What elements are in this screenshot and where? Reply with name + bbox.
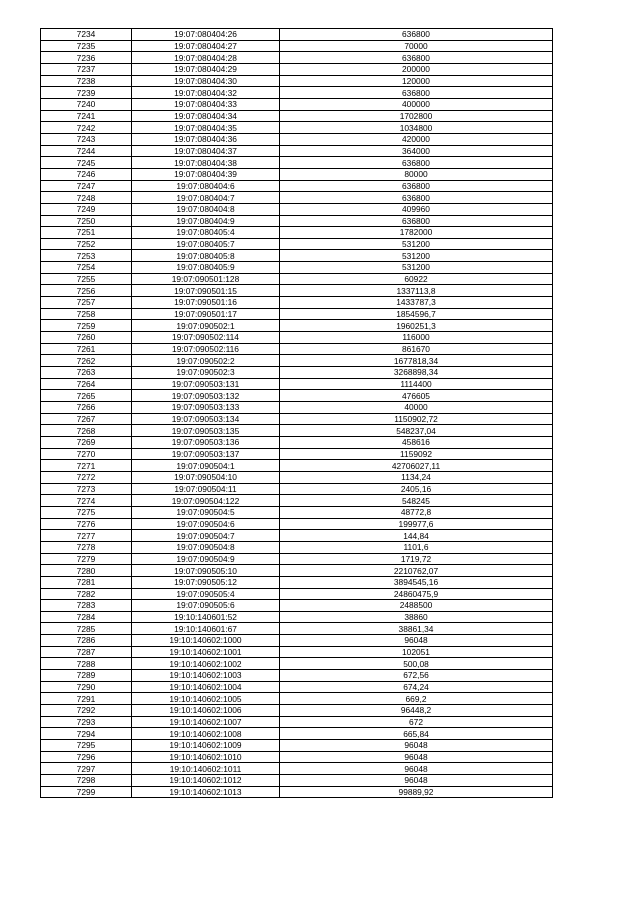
value-cell: 3268898,34 (280, 367, 553, 379)
table-row (41, 751, 553, 763)
cadastral-number-cell: 19:10:140602:1012 (132, 775, 280, 787)
row-number-cell: 7245 (41, 157, 132, 169)
value-cell: 669,2 (280, 693, 553, 705)
table-row (41, 786, 553, 798)
value-cell: 70000 (280, 40, 553, 52)
cadastral-number-cell: 19:07:090501:17 (132, 308, 280, 320)
table-row (41, 763, 553, 775)
row-number-cell: 7260 (41, 332, 132, 344)
table-row (41, 775, 553, 787)
row-number-cell: 7294 (41, 728, 132, 740)
cadastral-number-cell: 19:10:140602:1001 (132, 646, 280, 658)
table-row (41, 378, 553, 390)
value-cell: 636800 (280, 87, 553, 99)
row-number-cell: 7281 (41, 576, 132, 588)
value-cell: 500,08 (280, 658, 553, 670)
value-cell: 1433787,3 (280, 297, 553, 309)
row-number-cell: 7265 (41, 390, 132, 402)
cadastral-number-cell: 19:10:140602:1003 (132, 670, 280, 682)
row-number-cell: 7255 (41, 273, 132, 285)
table-row (41, 646, 553, 658)
value-cell: 400000 (280, 98, 553, 110)
table-row (41, 693, 553, 705)
value-cell: 96448,2 (280, 705, 553, 717)
value-cell: 199977,6 (280, 518, 553, 530)
cadastral-number-cell: 19:07:090503:133 (132, 402, 280, 414)
value-cell: 636800 (280, 180, 553, 192)
value-cell: 1134,24 (280, 471, 553, 483)
cadastral-number-cell: 19:07:090505:10 (132, 565, 280, 577)
cadastral-number-cell: 19:07:090504:122 (132, 495, 280, 507)
table-row (41, 471, 553, 483)
row-number-cell: 7287 (41, 646, 132, 658)
row-number-cell: 7241 (41, 110, 132, 122)
value-cell: 1960251,3 (280, 320, 553, 332)
cadastral-number-cell: 19:07:090504:5 (132, 506, 280, 518)
row-number-cell: 7246 (41, 168, 132, 180)
row-number-cell: 7280 (41, 565, 132, 577)
table-row (41, 250, 553, 262)
row-number-cell: 7276 (41, 518, 132, 530)
cadastral-number-cell: 19:07:090503:131 (132, 378, 280, 390)
table-row (41, 180, 553, 192)
cadastral-number-cell: 19:07:080404:35 (132, 122, 280, 134)
value-cell: 38861,34 (280, 623, 553, 635)
table-row (41, 448, 553, 460)
table-row (41, 705, 553, 717)
row-number-cell: 7267 (41, 413, 132, 425)
table-row (41, 203, 553, 215)
table-row (41, 436, 553, 448)
row-number-cell: 7253 (41, 250, 132, 262)
row-number-cell: 7289 (41, 670, 132, 682)
table-row (41, 355, 553, 367)
cadastral-number-cell: 19:10:140602:1010 (132, 751, 280, 763)
row-number-cell: 7262 (41, 355, 132, 367)
value-cell: 636800 (280, 52, 553, 64)
cadastral-number-cell: 19:07:090503:137 (132, 448, 280, 460)
cadastral-number-cell: 19:07:090502:2 (132, 355, 280, 367)
table-row (41, 238, 553, 250)
value-cell: 665,84 (280, 728, 553, 740)
value-cell: 120000 (280, 75, 553, 87)
table-row (41, 483, 553, 495)
cadastral-number-cell: 19:10:140601:67 (132, 623, 280, 635)
cadastral-number-cell: 19:10:140602:1000 (132, 635, 280, 647)
row-number-cell: 7275 (41, 506, 132, 518)
row-number-cell: 7299 (41, 786, 132, 798)
value-cell: 80000 (280, 168, 553, 180)
cadastral-number-cell: 19:07:090503:136 (132, 436, 280, 448)
cadastral-number-cell: 19:10:140602:1007 (132, 716, 280, 728)
cadastral-number-cell: 19:07:090503:135 (132, 425, 280, 437)
row-number-cell: 7298 (41, 775, 132, 787)
table-row (41, 740, 553, 752)
value-cell: 3894545,16 (280, 576, 553, 588)
row-number-cell: 7240 (41, 98, 132, 110)
table-row (41, 611, 553, 623)
cadastral-number-cell: 19:07:090505:4 (132, 588, 280, 600)
cadastral-number-cell: 19:07:080404:6 (132, 180, 280, 192)
cadastral-number-cell: 19:07:090504:6 (132, 518, 280, 530)
value-cell: 409960 (280, 203, 553, 215)
cadastral-number-cell: 19:10:140602:1006 (132, 705, 280, 717)
cadastral-number-cell: 19:07:090505:12 (132, 576, 280, 588)
value-cell: 476605 (280, 390, 553, 402)
table-row (41, 40, 553, 52)
cadastral-number-cell: 19:07:080404:38 (132, 157, 280, 169)
row-number-cell: 7279 (41, 553, 132, 565)
value-cell: 38860 (280, 611, 553, 623)
table-row (41, 297, 553, 309)
cadastral-number-cell: 19:07:090501:128 (132, 273, 280, 285)
row-number-cell: 7286 (41, 635, 132, 647)
row-number-cell: 7248 (41, 192, 132, 204)
value-cell: 458616 (280, 436, 553, 448)
value-cell: 672,56 (280, 670, 553, 682)
value-cell: 531200 (280, 238, 553, 250)
cadastral-number-cell: 19:07:090501:15 (132, 285, 280, 297)
table-row (41, 576, 553, 588)
cadastral-number-cell: 19:07:090504:11 (132, 483, 280, 495)
row-number-cell: 7283 (41, 600, 132, 612)
cadastral-number-cell: 19:10:140602:1004 (132, 681, 280, 693)
row-number-cell: 7243 (41, 133, 132, 145)
table-row (41, 343, 553, 355)
value-cell: 40000 (280, 402, 553, 414)
cadastral-number-cell: 19:10:140602:1002 (132, 658, 280, 670)
value-cell: 2210762,07 (280, 565, 553, 577)
row-number-cell: 7290 (41, 681, 132, 693)
value-cell: 96048 (280, 751, 553, 763)
row-number-cell: 7237 (41, 63, 132, 75)
table-row (41, 52, 553, 64)
table-row (41, 87, 553, 99)
table-row (41, 506, 553, 518)
cadastral-number-cell: 19:07:080404:36 (132, 133, 280, 145)
cadastral-number-cell: 19:07:090503:132 (132, 390, 280, 402)
value-cell: 636800 (280, 157, 553, 169)
cadastral-number-cell: 19:07:090501:16 (132, 297, 280, 309)
cadastral-number-cell: 19:07:080404:8 (132, 203, 280, 215)
row-number-cell: 7291 (41, 693, 132, 705)
value-cell: 1034800 (280, 122, 553, 134)
table-row (41, 635, 553, 647)
value-cell: 116000 (280, 332, 553, 344)
value-cell: 1854596,7 (280, 308, 553, 320)
value-cell: 96048 (280, 763, 553, 775)
value-cell: 96048 (280, 775, 553, 787)
table-row (41, 133, 553, 145)
table-row (41, 122, 553, 134)
table-row (41, 157, 553, 169)
row-number-cell: 7238 (41, 75, 132, 87)
cadastral-number-cell: 19:07:090504:1 (132, 460, 280, 472)
row-number-cell: 7242 (41, 122, 132, 134)
value-cell: 674,24 (280, 681, 553, 693)
row-number-cell: 7269 (41, 436, 132, 448)
cadastral-number-cell: 19:07:090504:9 (132, 553, 280, 565)
table-row (41, 728, 553, 740)
cadastral-number-cell: 19:07:090504:7 (132, 530, 280, 542)
row-number-cell: 7274 (41, 495, 132, 507)
value-cell: 96048 (280, 635, 553, 647)
cadastral-number-cell: 19:07:080405:7 (132, 238, 280, 250)
row-number-cell: 7277 (41, 530, 132, 542)
table-row (41, 262, 553, 274)
row-number-cell: 7234 (41, 29, 132, 41)
row-number-cell: 7295 (41, 740, 132, 752)
value-cell: 96048 (280, 740, 553, 752)
value-cell: 636800 (280, 192, 553, 204)
table-row (41, 320, 553, 332)
value-cell: 48772,8 (280, 506, 553, 518)
table-body (41, 29, 553, 798)
row-number-cell: 7278 (41, 541, 132, 553)
row-number-cell: 7261 (41, 343, 132, 355)
row-number-cell: 7257 (41, 297, 132, 309)
value-cell: 1337113,8 (280, 285, 553, 297)
cadastral-number-cell: 19:10:140602:1005 (132, 693, 280, 705)
row-number-cell: 7256 (41, 285, 132, 297)
table-row (41, 168, 553, 180)
cadastral-number-cell: 19:10:140602:1008 (132, 728, 280, 740)
value-cell: 60922 (280, 273, 553, 285)
table-row (41, 308, 553, 320)
value-cell: 861670 (280, 343, 553, 355)
table-row (41, 402, 553, 414)
value-cell: 24860475,9 (280, 588, 553, 600)
value-cell: 548237,04 (280, 425, 553, 437)
cadastral-number-cell: 19:10:140602:1013 (132, 786, 280, 798)
row-number-cell: 7249 (41, 203, 132, 215)
row-number-cell: 7285 (41, 623, 132, 635)
value-cell: 636800 (280, 29, 553, 41)
value-cell: 102051 (280, 646, 553, 658)
table-row (41, 670, 553, 682)
cadastral-number-cell: 19:07:080404:9 (132, 215, 280, 227)
cadastral-number-cell: 19:07:080404:33 (132, 98, 280, 110)
cadastral-number-cell: 19:07:090505:6 (132, 600, 280, 612)
row-number-cell: 7271 (41, 460, 132, 472)
table-row (41, 518, 553, 530)
value-cell: 531200 (280, 250, 553, 262)
row-number-cell: 7252 (41, 238, 132, 250)
cadastral-number-cell: 19:07:080404:32 (132, 87, 280, 99)
value-cell: 1159092 (280, 448, 553, 460)
value-cell: 200000 (280, 63, 553, 75)
value-cell: 672 (280, 716, 553, 728)
value-cell: 2488500 (280, 600, 553, 612)
cadastral-number-cell: 19:07:080405:4 (132, 227, 280, 239)
value-cell: 531200 (280, 262, 553, 274)
value-cell: 99889,92 (280, 786, 553, 798)
value-cell: 364000 (280, 145, 553, 157)
cadastral-number-cell: 19:07:080404:30 (132, 75, 280, 87)
row-number-cell: 7258 (41, 308, 132, 320)
value-cell: 1150902,72 (280, 413, 553, 425)
cadastral-number-cell: 19:07:080405:9 (132, 262, 280, 274)
table-row (41, 413, 553, 425)
table-row (41, 658, 553, 670)
table-row (41, 285, 553, 297)
row-number-cell: 7268 (41, 425, 132, 437)
row-number-cell: 7282 (41, 588, 132, 600)
cadastral-number-cell: 19:07:090502:3 (132, 367, 280, 379)
row-number-cell: 7266 (41, 402, 132, 414)
table-row (41, 215, 553, 227)
cadastral-number-cell: 19:07:080404:28 (132, 52, 280, 64)
row-number-cell: 7292 (41, 705, 132, 717)
cadastral-number-cell: 19:07:090502:116 (132, 343, 280, 355)
table-row (41, 75, 553, 87)
row-number-cell: 7288 (41, 658, 132, 670)
cadastral-value-table (40, 28, 553, 798)
row-number-cell: 7247 (41, 180, 132, 192)
value-cell: 1702800 (280, 110, 553, 122)
cadastral-number-cell: 19:07:080404:26 (132, 29, 280, 41)
table-row (41, 716, 553, 728)
table-row (41, 63, 553, 75)
row-number-cell: 7254 (41, 262, 132, 274)
table-row (41, 600, 553, 612)
cadastral-number-cell: 19:07:080404:7 (132, 192, 280, 204)
table-row (41, 681, 553, 693)
cadastral-number-cell: 19:07:090503:134 (132, 413, 280, 425)
cadastral-number-cell: 19:10:140601:52 (132, 611, 280, 623)
table-row (41, 425, 553, 437)
value-cell: 144,84 (280, 530, 553, 542)
cadastral-number-cell: 19:07:090504:10 (132, 471, 280, 483)
table-row (41, 367, 553, 379)
table-row (41, 390, 553, 402)
row-number-cell: 7259 (41, 320, 132, 332)
cadastral-number-cell: 19:10:140602:1011 (132, 763, 280, 775)
cadastral-number-cell: 19:07:080404:37 (132, 145, 280, 157)
row-number-cell: 7284 (41, 611, 132, 623)
value-cell: 1677818,34 (280, 355, 553, 367)
row-number-cell: 7239 (41, 87, 132, 99)
row-number-cell: 7236 (41, 52, 132, 64)
row-number-cell: 7264 (41, 378, 132, 390)
row-number-cell: 7235 (41, 40, 132, 52)
table-row (41, 588, 553, 600)
table-row (41, 541, 553, 553)
table-row (41, 495, 553, 507)
value-cell: 1782000 (280, 227, 553, 239)
value-cell: 420000 (280, 133, 553, 145)
cadastral-number-cell: 19:07:090502:114 (132, 332, 280, 344)
row-number-cell: 7272 (41, 471, 132, 483)
row-number-cell: 7296 (41, 751, 132, 763)
value-cell: 1114400 (280, 378, 553, 390)
value-cell: 1719,72 (280, 553, 553, 565)
cadastral-number-cell: 19:07:090504:8 (132, 541, 280, 553)
cadastral-number-cell: 19:07:080404:39 (132, 168, 280, 180)
row-number-cell: 7270 (41, 448, 132, 460)
value-cell: 636800 (280, 215, 553, 227)
row-number-cell: 7263 (41, 367, 132, 379)
cadastral-number-cell: 19:10:140602:1009 (132, 740, 280, 752)
cadastral-number-cell: 19:07:080404:27 (132, 40, 280, 52)
table-row (41, 110, 553, 122)
cadastral-number-cell: 19:07:080404:34 (132, 110, 280, 122)
value-cell: 2405,16 (280, 483, 553, 495)
table-row (41, 565, 553, 577)
table-row (41, 553, 553, 565)
value-cell: 548245 (280, 495, 553, 507)
row-number-cell: 7244 (41, 145, 132, 157)
row-number-cell: 7250 (41, 215, 132, 227)
table-row (41, 530, 553, 542)
table-row (41, 623, 553, 635)
table-row (41, 192, 553, 204)
value-cell: 42706027,11 (280, 460, 553, 472)
table-row (41, 460, 553, 472)
cadastral-number-cell: 19:07:080404:29 (132, 63, 280, 75)
table-row (41, 145, 553, 157)
row-number-cell: 7251 (41, 227, 132, 239)
row-number-cell: 7273 (41, 483, 132, 495)
cadastral-number-cell: 19:07:080405:8 (132, 250, 280, 262)
row-number-cell: 7293 (41, 716, 132, 728)
table-row (41, 332, 553, 344)
table-row (41, 98, 553, 110)
row-number-cell: 7297 (41, 763, 132, 775)
table-row (41, 227, 553, 239)
table-row (41, 29, 553, 41)
value-cell: 1101,6 (280, 541, 553, 553)
cadastral-number-cell: 19:07:090502:1 (132, 320, 280, 332)
table-row (41, 273, 553, 285)
